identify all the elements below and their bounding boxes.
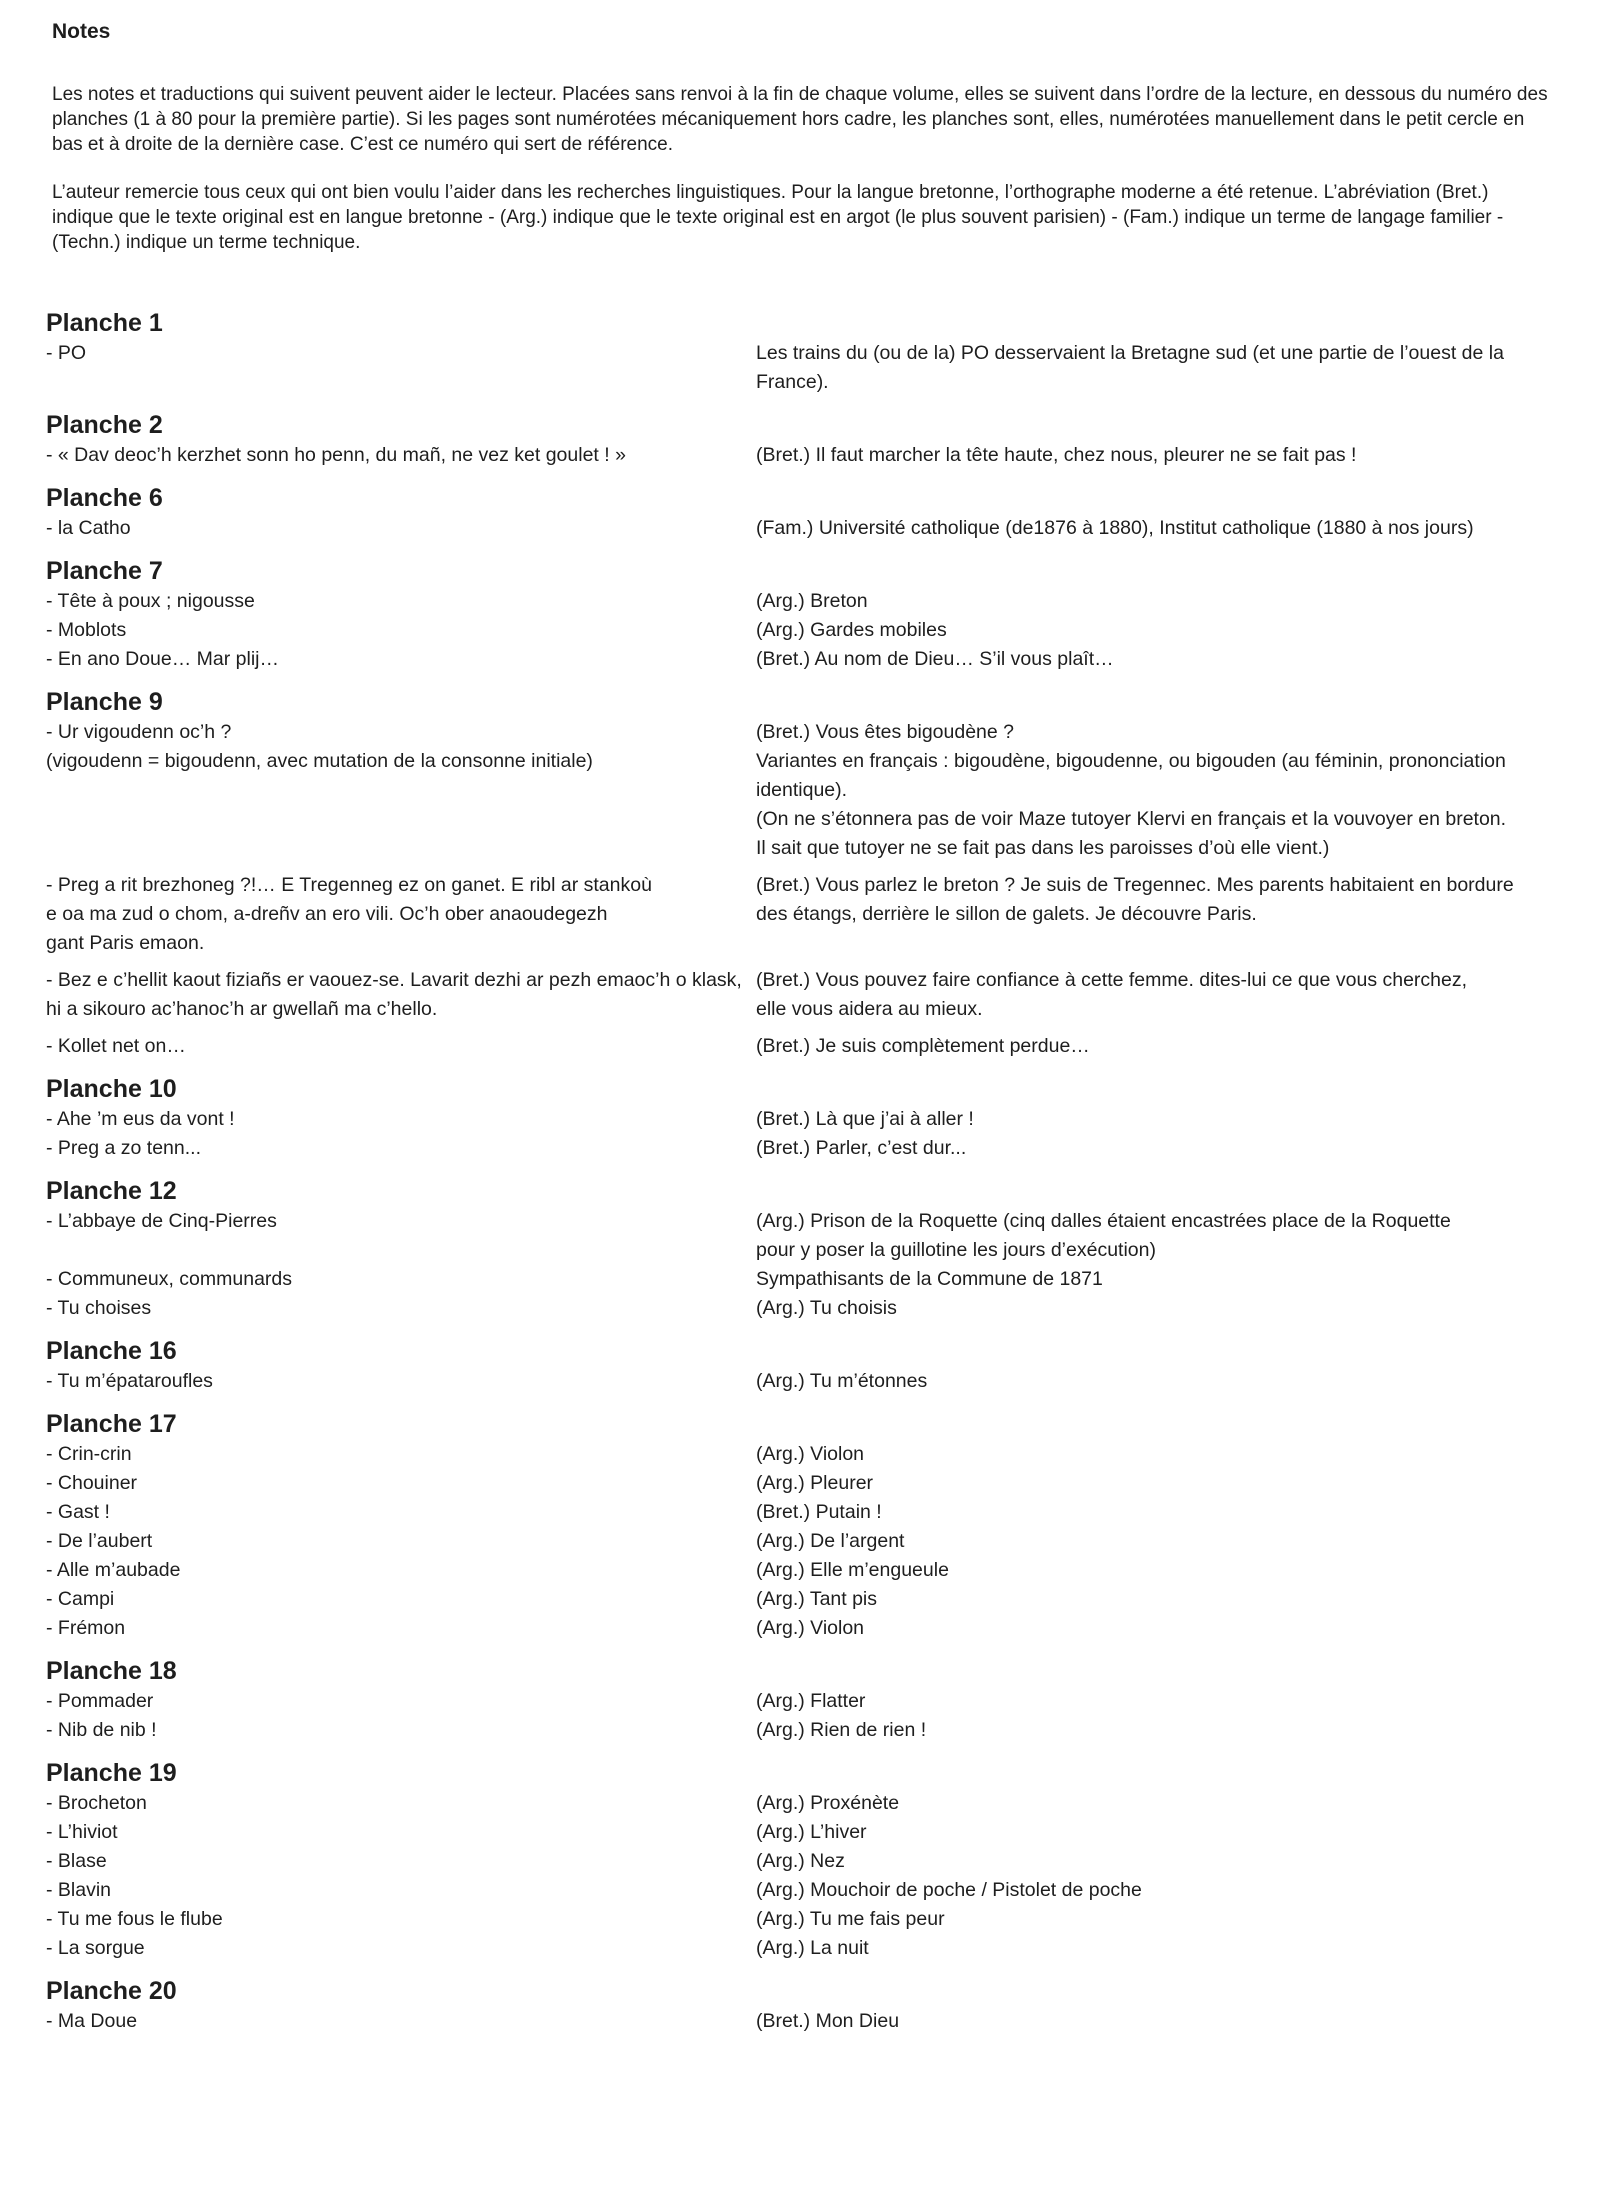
- note-definition: (Bret.) Vous parlez le breton ? Je suis de Tregennec. Mes parents habitaient en bordure des étangs, derrière le sillon de galets. Je découvre Paris.: [756, 874, 1514, 925]
- planche-title: Planche 12: [46, 1177, 177, 1205]
- note-row: [46, 339, 1566, 397]
- note-definition: (Bret.) Putain !: [756, 1501, 882, 1523]
- note-term: - L’hiviot: [46, 1821, 118, 1843]
- note-definition: (Bret.) Vous êtes bigoudène ? Variantes en français : bigoudène, bigoudenne, ou bigouden (au féminin, prononciation identique). (On ne s’étonnera pas de voir Maze tutoyer Klervi en français et la vouvoyer en breton. Il sait que tutoyer ne se fait pas dans les paroisses d’où elle vient.): [756, 721, 1507, 859]
- intro-paragraph: L’auteur remercie tous ceux qui ont bien voulu l’aider dans les recherches linguistiques. Pour la langue bretonne, l’orthographe moderne a été retenue. L’abréviation (Bret.) indique que le texte original est en langue bretonne - (Arg.) indique que le texte original est en argot (le plus souvent parisien) - (Fam.) indique un terme de langage familier - (Techn.) indique un terme technique.: [52, 182, 1504, 253]
- note-term: - PO: [46, 342, 87, 364]
- note-row: [46, 1789, 1566, 1818]
- note-row: [46, 514, 1566, 543]
- note-row: [46, 1818, 1566, 1847]
- planche-title: Planche 1: [46, 309, 163, 337]
- note-row: [46, 616, 1566, 645]
- note-row: [46, 1498, 1566, 1527]
- note-term: - Blase: [46, 1850, 107, 1872]
- note-row: [46, 1134, 1566, 1163]
- note-definition: Les trains du (ou de la) PO desservaient la Bretagne sud (et une partie de l’ouest de la France).: [756, 342, 1504, 393]
- note-row: [46, 871, 1566, 958]
- note-definition: (Arg.) Tant pis: [756, 1588, 878, 1610]
- note-term: - Tu m’épataroufles: [46, 1370, 213, 1392]
- note-definition: (Arg.) Elle m’engueule: [756, 1559, 949, 1581]
- note-definition: (Bret.) Mon Dieu: [756, 2010, 900, 2032]
- planche-section: [46, 1176, 1566, 1323]
- notes-list: [46, 308, 1566, 2049]
- note-definition: (Arg.) Tu m’étonnes: [756, 1370, 928, 1392]
- note-term: - Bez e c’hellit kaout fiziañs er vaouez-se. Lavarit dezhi ar pezh emaoc’h o klask, hi a sikouro ac’hanoc’h ar gwellañ ma c’hello.: [46, 969, 742, 1020]
- note-definition: (Bret.) Vous pouvez faire confiance à cette femme. dites-lui ce que vous cherchez, elle vous aidera au mieux.: [756, 969, 1468, 1020]
- note-definition: (Bret.) Parler, c’est dur...: [756, 1137, 967, 1159]
- note-row: [46, 1876, 1566, 1905]
- note-definition: (Arg.) La nuit: [756, 1937, 869, 1959]
- note-term: - Preg a zo tenn...: [46, 1137, 202, 1159]
- note-term: - Gast !: [46, 1501, 110, 1523]
- note-term: - Moblots: [46, 619, 127, 641]
- planche-section: [46, 1074, 1566, 1163]
- note-term: - Chouiner: [46, 1472, 138, 1494]
- note-term: - De l’aubert: [46, 1530, 153, 1552]
- planche-title: Planche 18: [46, 1657, 177, 1685]
- planche-title: Planche 19: [46, 1759, 177, 1787]
- note-term: - Tu choises: [46, 1297, 152, 1319]
- note-definition: (Arg.) Violon: [756, 1443, 865, 1465]
- note-row: [46, 1469, 1566, 1498]
- note-term: - Nib de nib !: [46, 1719, 157, 1741]
- note-definition: (Arg.) Prison de la Roquette (cinq dalles étaient encastrées place de la Roquette pour y poser la guillotine les jours d’exécution): [756, 1210, 1451, 1261]
- note-definition: (Arg.) Flatter: [756, 1690, 866, 1712]
- note-definition: (Arg.) Nez: [756, 1850, 845, 1872]
- planche-title: Planche 7: [46, 557, 163, 585]
- note-term: - Ur vigoudenn oc’h ? (vigoudenn = bigoudenn, avec mutation de la consonne initiale): [46, 721, 593, 772]
- planche-section: [46, 1656, 1566, 1745]
- note-row: [46, 1847, 1566, 1876]
- planche-section: [46, 308, 1566, 397]
- note-term: - Alle m’aubade: [46, 1559, 181, 1581]
- note-term: - Brocheton: [46, 1792, 147, 1814]
- note-row: [46, 1032, 1566, 1061]
- planche-title: Planche 20: [46, 1977, 177, 2005]
- note-definition: (Bret.) Je suis complètement perdue…: [756, 1035, 1090, 1057]
- note-definition: (Arg.) De l’argent: [756, 1530, 905, 1552]
- note-definition: (Bret.) Il faut marcher la tête haute, chez nous, pleurer ne se fait pas !: [756, 444, 1357, 466]
- note-term: - Ma Doue: [46, 2010, 138, 2032]
- planche-title: Planche 17: [46, 1410, 177, 1438]
- planche-title: Planche 2: [46, 411, 163, 439]
- note-row: [46, 1585, 1566, 1614]
- note-term: - Ahe ’m eus da vont !: [46, 1108, 235, 1130]
- note-term: - Frémon: [46, 1617, 126, 1639]
- note-term: - Preg a rit brezhoneg ?!… E Tregenneg ez on ganet. E ribl ar stankoù e oa ma zud o chom, a-dreñv an ero vili. Oc’h ober anaoudegezh gant Paris emaon.: [46, 874, 652, 954]
- note-row: [46, 718, 1566, 863]
- planche-section: [46, 1336, 1566, 1396]
- note-definition: (Arg.) Gardes mobiles: [756, 619, 947, 641]
- note-row: [46, 1934, 1566, 1963]
- planche-title: Planche 6: [46, 484, 163, 512]
- note-term: - En ano Doue… Mar plij…: [46, 648, 280, 670]
- note-term: - La sorgue: [46, 1937, 145, 1959]
- note-definition: (Arg.) Tu me fais peur: [756, 1908, 945, 1930]
- note-row: [46, 441, 1566, 470]
- note-term: - Pommader: [46, 1690, 154, 1712]
- note-row: [46, 1440, 1566, 1469]
- planche-section: [46, 1409, 1566, 1643]
- note-definition: (Arg.) Mouchoir de poche / Pistolet de poche: [756, 1879, 1142, 1901]
- note-row: [46, 1265, 1566, 1294]
- planche-section: [46, 556, 1566, 674]
- note-row: [46, 966, 1566, 1024]
- note-definition: (Arg.) Violon: [756, 1617, 865, 1639]
- note-term: - Kollet net on…: [46, 1035, 186, 1057]
- intro-paragraph: Les notes et traductions qui suivent peuvent aider le lecteur. Placées sans renvoi à la fin de chaque volume, elles se suivent dans l’ordre de la lecture, en dessous du numéro des planches (1 à 80 pour la première partie). Si les pages sont numérotées mécaniquement hors cadre, les planches sont, elles, numérotées manuellement dans le petit cercle en bas et à droite de la dernière case. C’est ce numéro qui sert de référence.: [52, 84, 1548, 155]
- note-row: [46, 1614, 1566, 1643]
- planche-section: [46, 1758, 1566, 1963]
- note-term: - « Dav deoc’h kerzhet sonn ho penn, du mañ, ne vez ket goulet ! »: [46, 444, 626, 466]
- note-row: [46, 1905, 1566, 1934]
- note-term: - Blavin: [46, 1879, 112, 1901]
- note-row: [46, 587, 1566, 616]
- planche-title: Planche 16: [46, 1337, 177, 1365]
- note-row: [46, 1207, 1566, 1265]
- note-definition: Sympathisants de la Commune de 1871: [756, 1268, 1103, 1290]
- planche-section: [46, 1976, 1566, 2036]
- note-definition: (Arg.) Tu choisis: [756, 1297, 897, 1319]
- note-term: - Communeux, communards: [46, 1268, 292, 1290]
- note-row: [46, 1716, 1566, 1745]
- note-term: - Crin-crin: [46, 1443, 132, 1465]
- note-definition: (Arg.) Breton: [756, 590, 868, 612]
- note-definition: (Bret.) Au nom de Dieu… S’il vous plaît…: [756, 648, 1114, 670]
- planche-title: Planche 9: [46, 688, 163, 716]
- note-row: [46, 1294, 1566, 1323]
- note-row: [46, 1367, 1566, 1396]
- note-definition: (Arg.) L’hiver: [756, 1821, 867, 1843]
- note-definition: (Arg.) Rien de rien !: [756, 1719, 927, 1741]
- note-definition: (Fam.) Université catholique (de1876 à 1880), Institut catholique (1880 à nos jours): [756, 517, 1474, 539]
- note-definition: (Arg.) Pleurer: [756, 1472, 874, 1494]
- note-term: - Tête à poux ; nigousse: [46, 590, 255, 612]
- note-definition: (Bret.) Là que j’ai à aller !: [756, 1108, 974, 1130]
- note-row: [46, 645, 1566, 674]
- note-row: [46, 1105, 1566, 1134]
- note-row: [46, 1687, 1566, 1716]
- planche-title: Planche 10: [46, 1075, 177, 1103]
- note-term: - Campi: [46, 1588, 115, 1610]
- planche-section: [46, 483, 1566, 543]
- note-term: - la Catho: [46, 517, 131, 539]
- note-term: - Tu me fous le flube: [46, 1908, 223, 1930]
- note-row: [46, 2007, 1566, 2036]
- page-title: Notes: [52, 20, 111, 43]
- note-definition: (Arg.) Proxénète: [756, 1792, 900, 1814]
- note-row: [46, 1527, 1566, 1556]
- note-term: - L’abbaye de Cinq-Pierres: [46, 1210, 277, 1232]
- planche-section: [46, 410, 1566, 470]
- planche-section: [46, 687, 1566, 1061]
- note-row: [46, 1556, 1566, 1585]
